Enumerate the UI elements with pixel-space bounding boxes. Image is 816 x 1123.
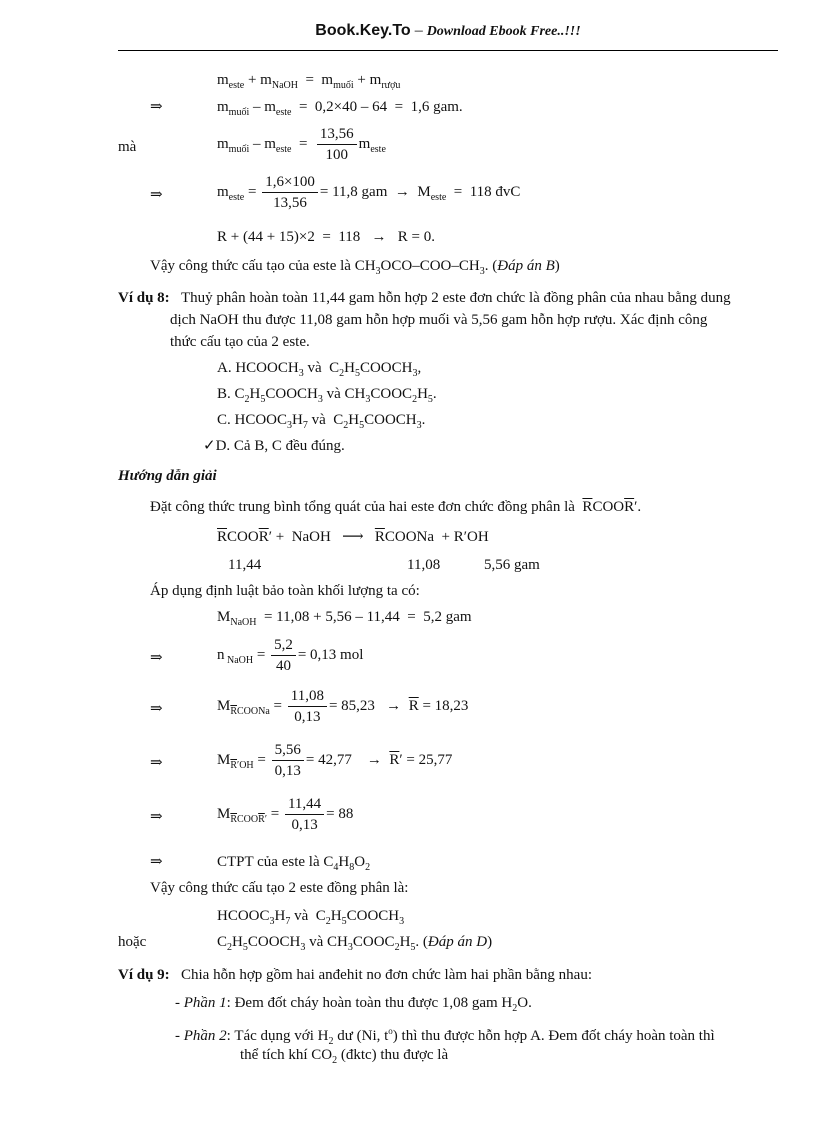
eq-mass-diff: $m_{muối} - m_{este} = 0,2\times 40 - 64 = 1,6$ gam.	[217, 99, 463, 118]
molecular-formula: CTPT của este là $C_4H_8O_2$	[217, 854, 371, 873]
eq-mass-balance: $m_{este} + m_{NaOH} = m_{muối} + m_{rượu}$	[217, 72, 401, 91]
option-b: B. $C_2H_5COOCH_3$ và $CH_3COOC_2H_5$.	[217, 386, 437, 405]
implies-symbol: ⇒	[150, 701, 163, 717]
header-tagline: Download Ebook Free..!!!	[426, 24, 581, 39]
header-sep: –	[410, 22, 427, 39]
eq-naoh-mass: $M_{NaOH} = 11,08 + 5,56 - 11,44 = 5,2$ gam	[217, 609, 472, 628]
eq-r-value: R + (44 + 15)×2 = 118 → R = 0.	[217, 229, 435, 245]
implies-symbol: ⇒	[150, 854, 163, 870]
isomers-2: $C_2H_5COOCH_3$ và $CH_3COOC_2H_5$. (Đáp án D)	[217, 934, 493, 953]
eq-mass-ester: $m_{este}$ = $\frac{1,6\times 100}{13,56}$ = 11,8 gam → $M_{este} = 118$ đvC	[217, 174, 521, 211]
header-rule	[118, 50, 778, 51]
example-8-label: Ví dụ 8:	[118, 290, 170, 306]
conclusion-intro: Vậy công thức cấu tạo 2 este đồng phân là:	[150, 880, 409, 896]
example-9-label: Ví dụ 9:	[118, 967, 170, 983]
example-8-text-3: thức cấu tạo của 2 este.	[170, 334, 310, 350]
label-ma: mà	[118, 139, 137, 155]
eq-mass-ratio: $m_{muối} - m_{este}$ = $\frac{13,56}{100}$ $m_{este}$	[217, 126, 386, 163]
part-2-cont: thể tích khí $CO_2$ (đktc) thu được là	[240, 1047, 449, 1066]
solution-intro: Đặt công thức trung bình tổng quát của hai este đơn chức đồng phân là $\overline{R}COO\overline{R}'$.	[150, 499, 642, 515]
implies-symbol: ⇒	[150, 809, 163, 825]
label-hoac: hoặc	[118, 934, 147, 950]
example-8-text-2: dịch NaOH thu được 11,08 gam hỗn hợp muối và 5,56 gam hỗn hợp rượu. Xác định công	[170, 312, 708, 328]
conclusion-7: Vậy công thức cấu tạo của este là $CH_3OCO-COO-CH_3$. (Đáp án B)	[150, 258, 560, 277]
option-c: C. $HCOOC_3H_7$ và $C_2H_5COOCH_3$.	[217, 412, 426, 431]
example-9-text: Chia hỗn hợp gồm hai anđehit no đơn chức làm hai phần bằng nhau:	[181, 967, 592, 983]
eq-salt-molar: $M_{\overline{R}COONa}$ = $\frac{11,08}{0,13}$ = $85,23 \to \overline{R} = 18,23$	[217, 688, 469, 725]
eq-ester-molar: $M_{\overline{R}COO\overline{R}'}$ = $\frac{11,44}{0,13}$ = 88	[217, 796, 354, 833]
option-d: ✓D. Cả B, C đều đúng.	[203, 438, 345, 454]
implies-symbol: ⇒	[150, 187, 163, 203]
part-1: - Phần 1: Đem đốt cháy hoàn toàn thu được 1,08 gam $H_2O$.	[175, 995, 532, 1014]
mass-alcohol-value: 5,56 gam	[484, 557, 540, 573]
isomers-1: $HCOOC_3H_7$ và $C_2H_5COOCH_3$	[217, 908, 405, 927]
eq-alcohol-molar: $M_{\overline{R}'OH}$ = $\frac{5,56}{0,13}$ = 42,77 → $\overline{R}' = 25,77$	[217, 742, 453, 779]
mass-salt-value: 11,08	[407, 557, 441, 573]
implies-symbol: ⇒	[150, 99, 163, 115]
header-brand: Book.Key.To	[315, 22, 411, 39]
implies-symbol: ⇒	[150, 650, 163, 666]
option-a: A. $HCOOCH_3$ và $C_2H_5COOCH_3$,	[217, 360, 422, 379]
example-8-text: Thuỷ phân hoàn toàn 11,44 gam hỗn hợp 2 este đơn chức là đồng phân của nhau bằng dung	[181, 290, 731, 306]
page-header	[118, 22, 778, 40]
mass-ester-value: 11,44	[228, 557, 262, 573]
implies-symbol: ⇒	[150, 755, 163, 771]
part-2: - Phần 2: Tác dụng với $H_2$ dư (Ni, $t^o$) thì thu được hỗn hợp A. Đem đốt cháy hoàn toàn thì	[175, 1026, 715, 1047]
eq-naoh-mol: n $_{NaOH}$ = $\frac{5,2}{40}$ = 0,13 mol	[217, 637, 364, 674]
solution-heading: Hướng dẫn giải	[118, 468, 217, 484]
law-statement: Áp dụng định luật bảo toàn khối lượng ta có:	[150, 583, 420, 599]
reaction-equation: $\overline{R}COO\overline{R}'$ + NaOH ⟶ $\overline{R}COONa + R'OH$	[217, 529, 489, 545]
